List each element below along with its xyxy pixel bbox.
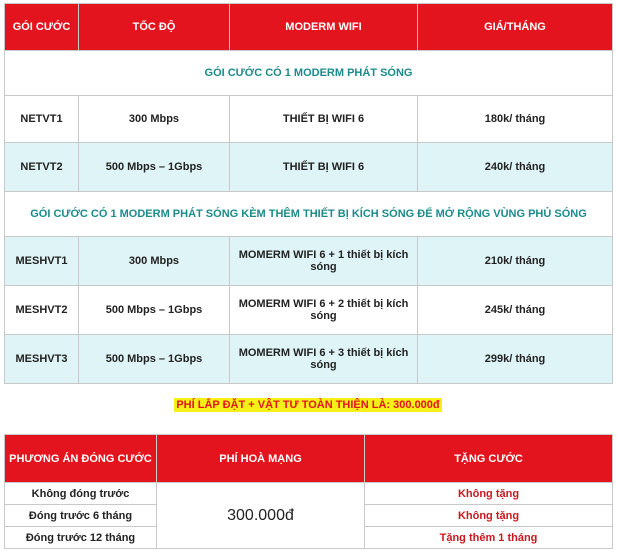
header-bonus: TẶNG CƯỚC	[365, 435, 613, 483]
header-modem: MODERM WIFI	[230, 4, 418, 51]
section-row	[5, 192, 613, 237]
table-row	[5, 96, 613, 143]
package-modem: THIẾT BỊ WIFI 6	[230, 143, 418, 192]
header-package: GÓI CƯỚC	[5, 4, 79, 51]
table-row	[5, 483, 613, 505]
package-speed: 300 Mbps	[79, 237, 230, 286]
package-modem: MOMERM WIFI 6 + 1 thiết bị kích sóng	[230, 237, 418, 286]
payment-header-row	[5, 435, 613, 483]
package-modem: MOMERM WIFI 6 + 2 thiết bị kích sóng	[230, 286, 418, 335]
table-row	[5, 237, 613, 286]
pricing-header-row	[5, 4, 613, 51]
package-price: 299k/ tháng	[418, 335, 613, 384]
payment-plan: Đóng trước 12 tháng	[5, 527, 157, 549]
section-row	[5, 51, 613, 96]
package-name: NETVT1	[5, 96, 79, 143]
package-price: 245k/ tháng	[418, 286, 613, 335]
table-row	[5, 143, 613, 192]
package-price: 210k/ tháng	[418, 237, 613, 286]
payment-plan: Không đóng trước	[5, 483, 157, 505]
package-price: 240k/ tháng	[418, 143, 613, 192]
package-price: 180k/ tháng	[418, 96, 613, 143]
package-speed: 500 Mbps – 1Gbps	[79, 143, 230, 192]
bonus-value: Không tặng	[365, 505, 613, 527]
section-title: GÓI CƯỚC CÓ 1 MODERM PHÁT SÓNG KÈM THÊM THIẾT BỊ KÍCH SÓNG ĐỂ MỞ RỘNG VÙNG PHỦ SÓNG	[5, 192, 613, 237]
bonus-value: Không tặng	[365, 483, 613, 505]
install-fee-note	[4, 399, 612, 411]
header-price: GIÁ/THÁNG	[418, 4, 613, 51]
package-modem: THIẾT BỊ WIFI 6	[230, 96, 418, 143]
section-title: GÓI CƯỚC CÓ 1 MODERM PHÁT SÓNG	[5, 51, 613, 96]
table-row	[5, 286, 613, 335]
header-speed: TỐC ĐỘ	[79, 4, 230, 51]
install-fee-text: PHÍ LẮP ĐẶT + VẬT TƯ TOÀN THIỆN LÀ: 300.000đ	[176, 399, 440, 411]
package-speed: 500 Mbps – 1Gbps	[79, 335, 230, 384]
payment-plan: Đóng trước 6 tháng	[5, 505, 157, 527]
package-name: MESHVT1	[5, 237, 79, 286]
header-payment-plan: PHƯƠNG ÁN ĐÓNG CƯỚC	[5, 435, 157, 483]
package-name: MESHVT3	[5, 335, 79, 384]
package-speed: 300 Mbps	[79, 96, 230, 143]
table-row	[5, 335, 613, 384]
bonus-value: Tặng thêm 1 tháng	[365, 527, 613, 549]
header-activation-fee: PHÍ HOÀ MẠNG	[157, 435, 365, 483]
package-name: NETVT2	[5, 143, 79, 192]
pricing-table	[4, 3, 613, 384]
package-modem: MOMERM WIFI 6 + 3 thiết bị kích sóng	[230, 335, 418, 384]
activation-fee-value: 300.000đ	[157, 483, 365, 549]
payment-options-table	[4, 434, 613, 549]
package-name: MESHVT2	[5, 286, 79, 335]
package-speed: 500 Mbps – 1Gbps	[79, 286, 230, 335]
